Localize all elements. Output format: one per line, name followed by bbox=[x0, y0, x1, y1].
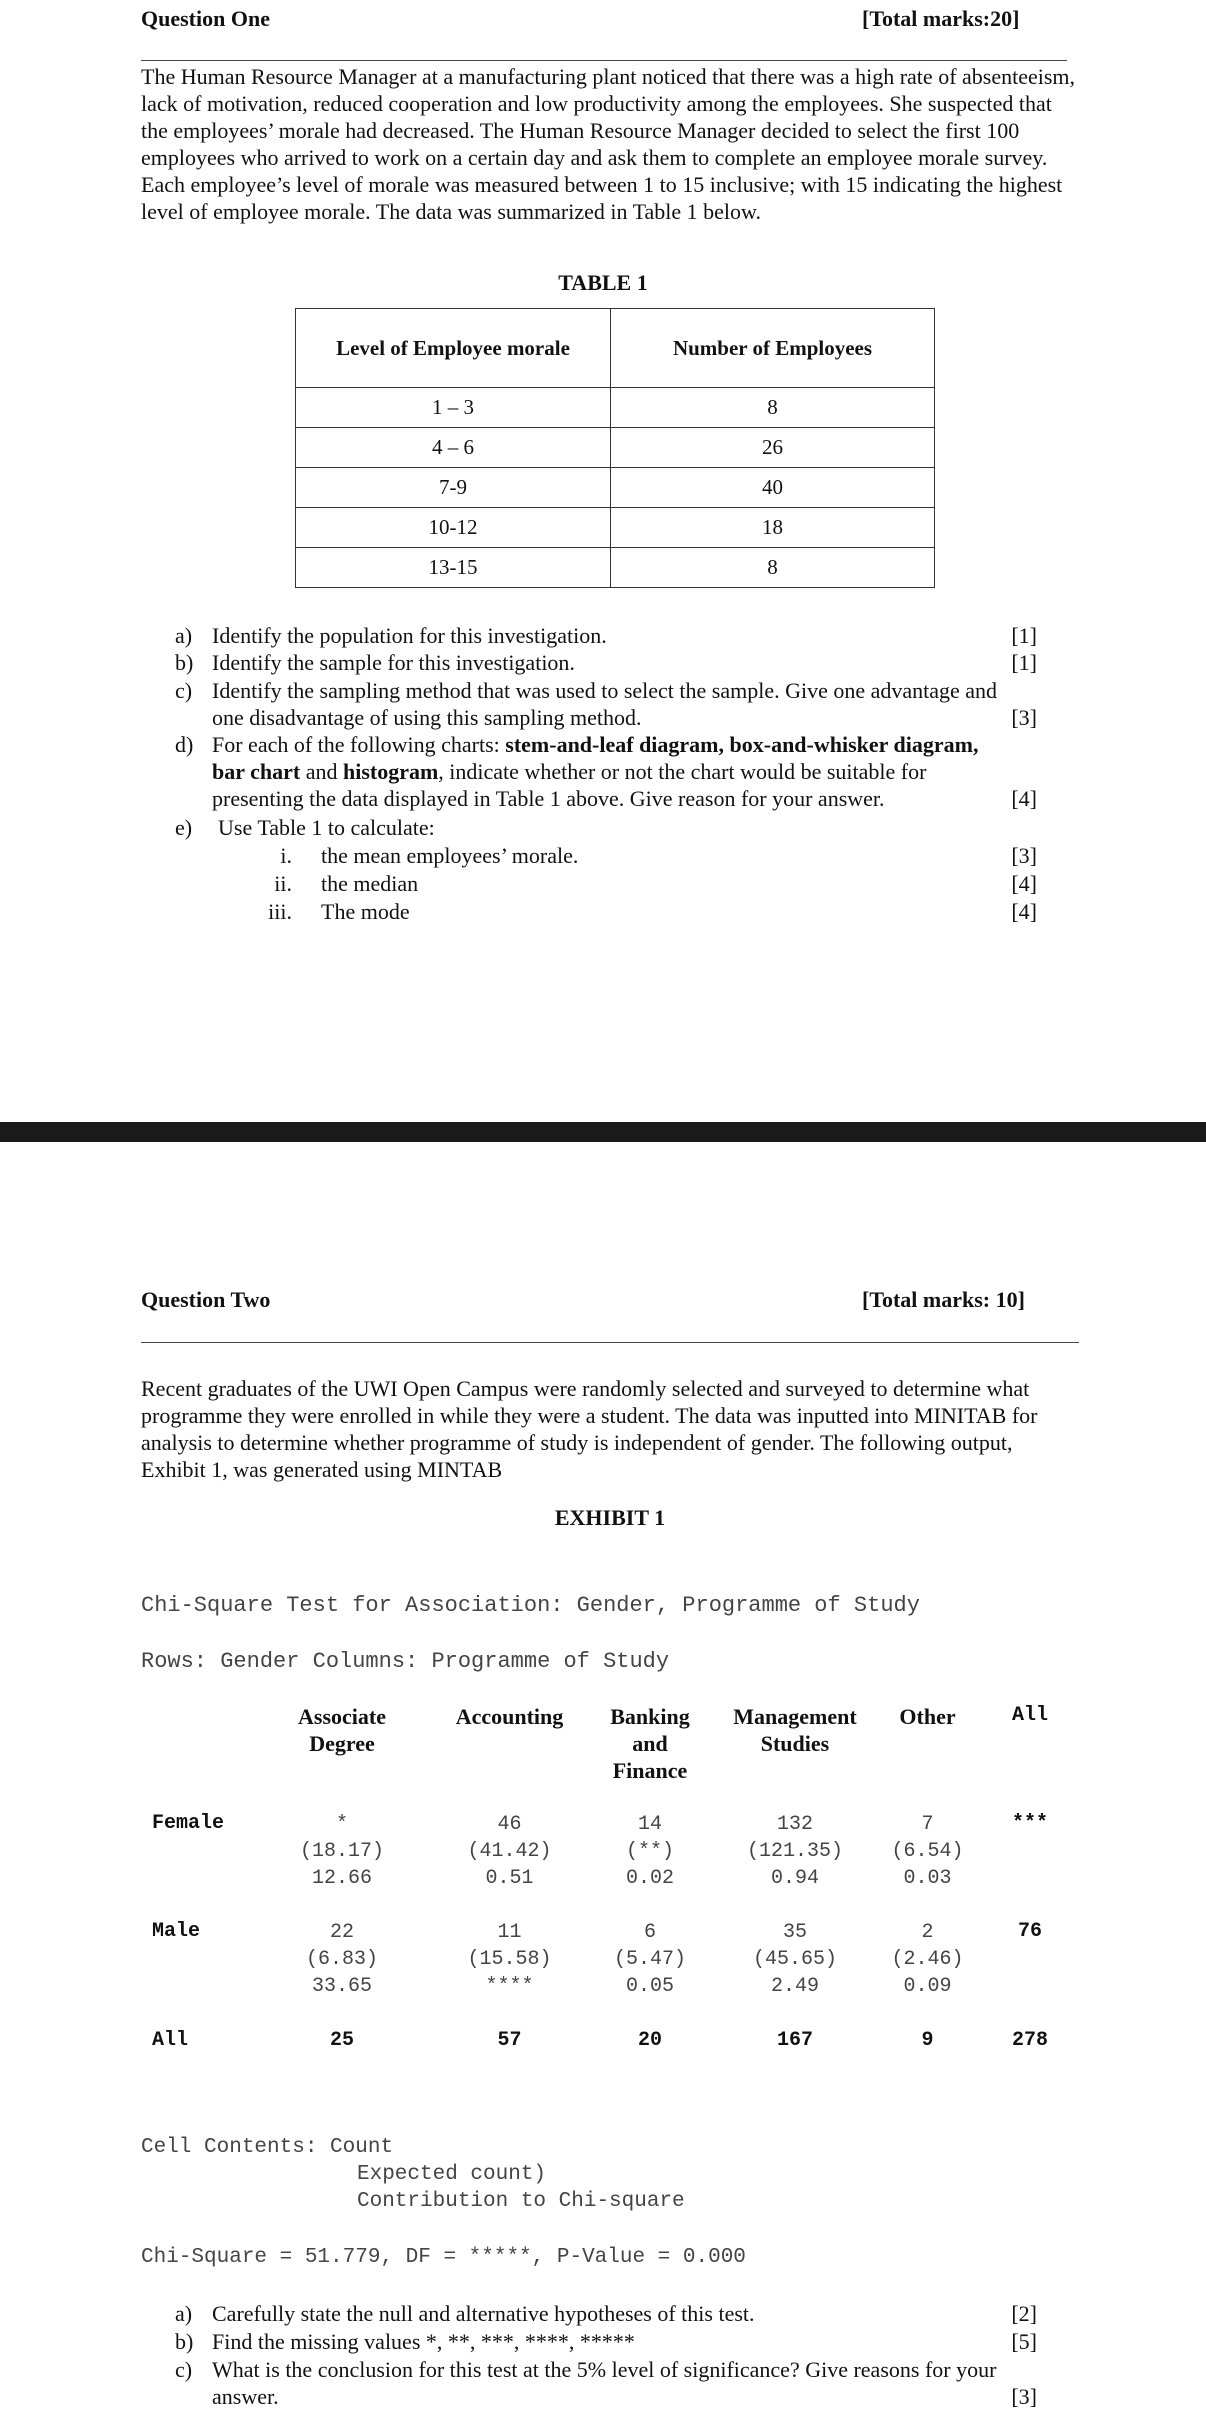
female-banking-cell bbox=[590, 1811, 710, 1892]
q2-a-text: Carefully state the null and alternative hypotheses of this test. bbox=[212, 2301, 755, 2326]
male-all-total: 76 bbox=[1017, 1920, 1042, 1943]
cell-contribution: 12.66 bbox=[311, 1867, 372, 1890]
cell-contribution: 0.03 bbox=[903, 1867, 952, 1890]
q2-a-label: a) bbox=[175, 2301, 193, 2326]
male-accounting-cell bbox=[437, 1919, 582, 2000]
q2-b-label: b) bbox=[175, 2329, 194, 2354]
cell-count: 6 bbox=[643, 1921, 656, 1944]
q1-d-label: d) bbox=[175, 732, 194, 757]
table1-count: 40 bbox=[611, 468, 935, 508]
male-associate-cell bbox=[277, 1919, 407, 2000]
cell-count: * bbox=[335, 1813, 348, 1836]
cell-contribution: 0.09 bbox=[903, 1975, 952, 1998]
q1-a-text: Identify the population for this investigation. bbox=[212, 623, 607, 648]
q1-e-iii-mark: [4] bbox=[1011, 899, 1037, 924]
cell-expected: (6.83) bbox=[305, 1948, 378, 1971]
grand-total: 278 bbox=[1011, 2029, 1048, 2052]
cell-expected: (5.47) bbox=[613, 1948, 686, 1971]
table1-level: 10-12 bbox=[296, 508, 611, 548]
cell-contribution: 0.51 bbox=[485, 1867, 534, 1890]
q2-divider bbox=[141, 1342, 1079, 1343]
chi-square-result: Chi-Square = 51.779, DF = *****, P-Value = 0.000 bbox=[141, 2246, 746, 2269]
table1-level: 13-15 bbox=[296, 548, 611, 588]
q1-e-ii-mark: [4] bbox=[1011, 871, 1037, 896]
table1-title: TABLE 1 bbox=[558, 270, 648, 295]
q1-e-text: Use Table 1 to calculate: bbox=[218, 815, 435, 840]
q1-d-post: , indicate whether or not the chart would be suitable for bbox=[438, 759, 927, 784]
q1-part-d bbox=[175, 731, 1075, 815]
col-header-line: Other bbox=[899, 1704, 956, 1729]
table-row bbox=[296, 468, 935, 508]
q1-d-mid: and bbox=[300, 759, 343, 784]
q1-d-pre: For each of the following charts: bbox=[212, 732, 506, 757]
table1 bbox=[295, 308, 935, 588]
cell-expected: (121.35) bbox=[746, 1840, 843, 1863]
col-header-line: Finance bbox=[612, 1758, 688, 1783]
q2-a-mark: [2] bbox=[1011, 2301, 1037, 2326]
col-header-line: Management bbox=[733, 1704, 857, 1729]
female-management-cell bbox=[717, 1811, 873, 1892]
table1-level: 7-9 bbox=[296, 468, 611, 508]
col-header-other bbox=[880, 1703, 975, 1730]
female-other-cell bbox=[880, 1811, 975, 1892]
total-management: 167 bbox=[776, 2029, 813, 2052]
cell-expected: (6.54) bbox=[891, 1840, 964, 1863]
q1-e-iii-text: The mode bbox=[321, 899, 410, 924]
cell-contribution: 2.49 bbox=[770, 1975, 819, 1998]
cell-count: 11 bbox=[497, 1921, 522, 1944]
cell-expected: (18.17) bbox=[299, 1840, 384, 1863]
q1-b-text: Identify the sample for this investigation. bbox=[212, 650, 575, 675]
cell-expected: (45.65) bbox=[752, 1948, 837, 1971]
q1-a-mark: [1] bbox=[1011, 623, 1037, 648]
total-other: 9 bbox=[921, 2029, 934, 2052]
cell-contribution: 33.65 bbox=[311, 1975, 372, 1998]
table1-level: 4 – 6 bbox=[296, 428, 611, 468]
table1-count: 26 bbox=[611, 428, 935, 468]
q2-c-line2: answer. bbox=[212, 2384, 279, 2409]
cell-count: 35 bbox=[782, 1921, 807, 1944]
female-all-total: *** bbox=[1011, 1812, 1048, 1835]
q1-d-bold-bar: bar chart bbox=[212, 759, 301, 784]
table1-count: 8 bbox=[611, 548, 935, 588]
q1-divider bbox=[141, 60, 1067, 61]
cell-contents-line1: Cell Contents: Count bbox=[141, 2136, 394, 2159]
q1-intro: The Human Resource Manager at a manufacturing plant noticed that there was a high rate of absenteeism, lack of motivation, reduced cooperation and low productivity among the employees. She suspected that the employees’ morale had decreased. The Human Resource Manager decided to select the first 100 employees who arrived to work on a certain day and ask them to complete an employee morale survey. Each employee’s level of morale was measured between 1 to 15 inclusive; with 15 indicating the highest level of employee morale. The data was summarized in Table 1 below. bbox=[141, 64, 1076, 224]
cell-expected: (41.42) bbox=[467, 1840, 552, 1863]
cell-contents-line2: Expected count) bbox=[357, 2163, 547, 2186]
q1-e-ii-num: ii. bbox=[274, 871, 292, 896]
page-separator bbox=[0, 1122, 1206, 1142]
q1-c-label: c) bbox=[175, 678, 193, 703]
q2-total-marks: [Total marks: 10] bbox=[862, 1287, 1025, 1312]
table1-count: 8 bbox=[611, 388, 935, 428]
col-header-management-studies bbox=[717, 1703, 873, 1757]
male-other-cell bbox=[880, 1919, 975, 2000]
q1-d-bold-charts: stem-and-leaf diagram, box-and-whisker diagram, bbox=[505, 732, 979, 757]
rows-columns-line: Rows: Gender Columns: Programme of Study bbox=[141, 1649, 670, 1674]
q2-b-text: Find the missing values *, **, ***, ****, ***** bbox=[212, 2329, 635, 2354]
cell-contribution: 0.94 bbox=[770, 1867, 819, 1890]
cell-contents-line3: Contribution to Chi-square bbox=[357, 2190, 685, 2213]
table1-level: 1 – 3 bbox=[296, 388, 611, 428]
q1-d-bold-histogram: histogram bbox=[342, 759, 439, 784]
male-banking-cell bbox=[590, 1919, 710, 2000]
q2-c-label: c) bbox=[175, 2357, 193, 2382]
q2-c-line1: What is the conclusion for this test at the 5% level of significance? Give reasons for your bbox=[212, 2357, 997, 2382]
col-header-line: Associate bbox=[298, 1704, 386, 1729]
female-associate-cell bbox=[277, 1811, 407, 1892]
table1-count: 18 bbox=[611, 508, 935, 548]
col-header-line: Banking bbox=[610, 1704, 690, 1729]
col-header-line: Degree bbox=[309, 1731, 375, 1756]
table1-header-row bbox=[296, 309, 935, 388]
total-accounting: 57 bbox=[497, 2029, 522, 2052]
col-header-line: and bbox=[632, 1731, 668, 1756]
row-label-all: All bbox=[152, 2029, 189, 2052]
cell-count: 7 bbox=[921, 1813, 934, 1836]
col-header-accounting bbox=[437, 1703, 582, 1730]
q1-title: Question One bbox=[141, 6, 270, 31]
table-row bbox=[296, 428, 935, 468]
q2-c-mark: [3] bbox=[1011, 2384, 1037, 2409]
table-row bbox=[296, 388, 935, 428]
cell-contribution: 0.02 bbox=[625, 1867, 674, 1890]
q1-c-line1: Identify the sampling method that was used to select the sample. Give one advantage and bbox=[212, 678, 998, 703]
male-management-cell bbox=[717, 1919, 873, 2000]
col-header-banking-finance bbox=[590, 1703, 710, 1784]
cell-count: 22 bbox=[329, 1921, 354, 1944]
q1-d-line3: presenting the data displayed in Table 1 above. Give reason for your answer. bbox=[212, 786, 885, 811]
cell-count: 14 bbox=[637, 1813, 662, 1836]
q2-title: Question Two bbox=[141, 1287, 271, 1312]
total-banking: 20 bbox=[637, 2029, 662, 2052]
q1-c-line2: one disadvantage of using this sampling method. bbox=[212, 705, 642, 730]
col-header-associate-degree bbox=[277, 1703, 407, 1757]
table-row bbox=[296, 548, 935, 588]
table-row bbox=[296, 508, 935, 548]
cell-expected: (15.58) bbox=[467, 1948, 552, 1971]
cell-expected: (**) bbox=[625, 1840, 674, 1863]
table1-header-level: Level of Employee morale bbox=[296, 309, 611, 388]
q1-a-label: a) bbox=[175, 623, 193, 648]
cell-expected: (2.46) bbox=[891, 1948, 964, 1971]
total-associate: 25 bbox=[329, 2029, 354, 2052]
q1-part-c bbox=[175, 677, 1075, 733]
female-accounting-cell bbox=[437, 1811, 582, 1892]
q1-e-ii-text: the median bbox=[321, 871, 419, 896]
exhibit1-title: EXHIBIT 1 bbox=[554, 1505, 666, 1530]
q1-e-i-mark: [3] bbox=[1011, 843, 1037, 868]
cell-contribution: 0.05 bbox=[625, 1975, 674, 1998]
col-header-line: Accounting bbox=[455, 1704, 564, 1729]
q2-intro: Recent graduates of the UWI Open Campus were randomly selected and surveyed to determine what programme they were enrolled in while they were a student. The data was inputted into MINITAB for analysis to determine whether programme of study is independent of gender. The following output, Exhibit 1, was generated using MINTAB bbox=[141, 1376, 1038, 1482]
q1-e-label: e) bbox=[175, 815, 193, 840]
q1-c-mark: [3] bbox=[1011, 705, 1037, 730]
cell-count: 46 bbox=[497, 1813, 522, 1836]
col-header-all: All bbox=[1011, 1704, 1048, 1727]
table1-header-count: Number of Employees bbox=[611, 309, 935, 388]
q1-total-marks: [Total marks:20] bbox=[862, 6, 1020, 31]
chi-square-test-title: Chi-Square Test for Association: Gender, Programme of Study bbox=[141, 1593, 920, 1618]
row-label-female: Female bbox=[152, 1812, 225, 1835]
row-label-male: Male bbox=[152, 1920, 201, 1943]
cell-contribution: **** bbox=[485, 1975, 534, 1998]
cell-count: 132 bbox=[776, 1813, 813, 1836]
col-header-line: Studies bbox=[760, 1731, 830, 1756]
q1-e-i-text: the mean employees’ morale. bbox=[321, 843, 579, 868]
q1-e-i-num: i. bbox=[280, 843, 292, 868]
q2-b-mark: [5] bbox=[1011, 2329, 1037, 2354]
q2-part-c bbox=[175, 2356, 1075, 2412]
q1-b-mark: [1] bbox=[1011, 650, 1037, 675]
cell-count: 2 bbox=[921, 1921, 934, 1944]
q1-d-mark: [4] bbox=[1011, 786, 1037, 811]
q1-b-label: b) bbox=[175, 650, 194, 675]
q1-e-iii-num: iii. bbox=[268, 899, 292, 924]
